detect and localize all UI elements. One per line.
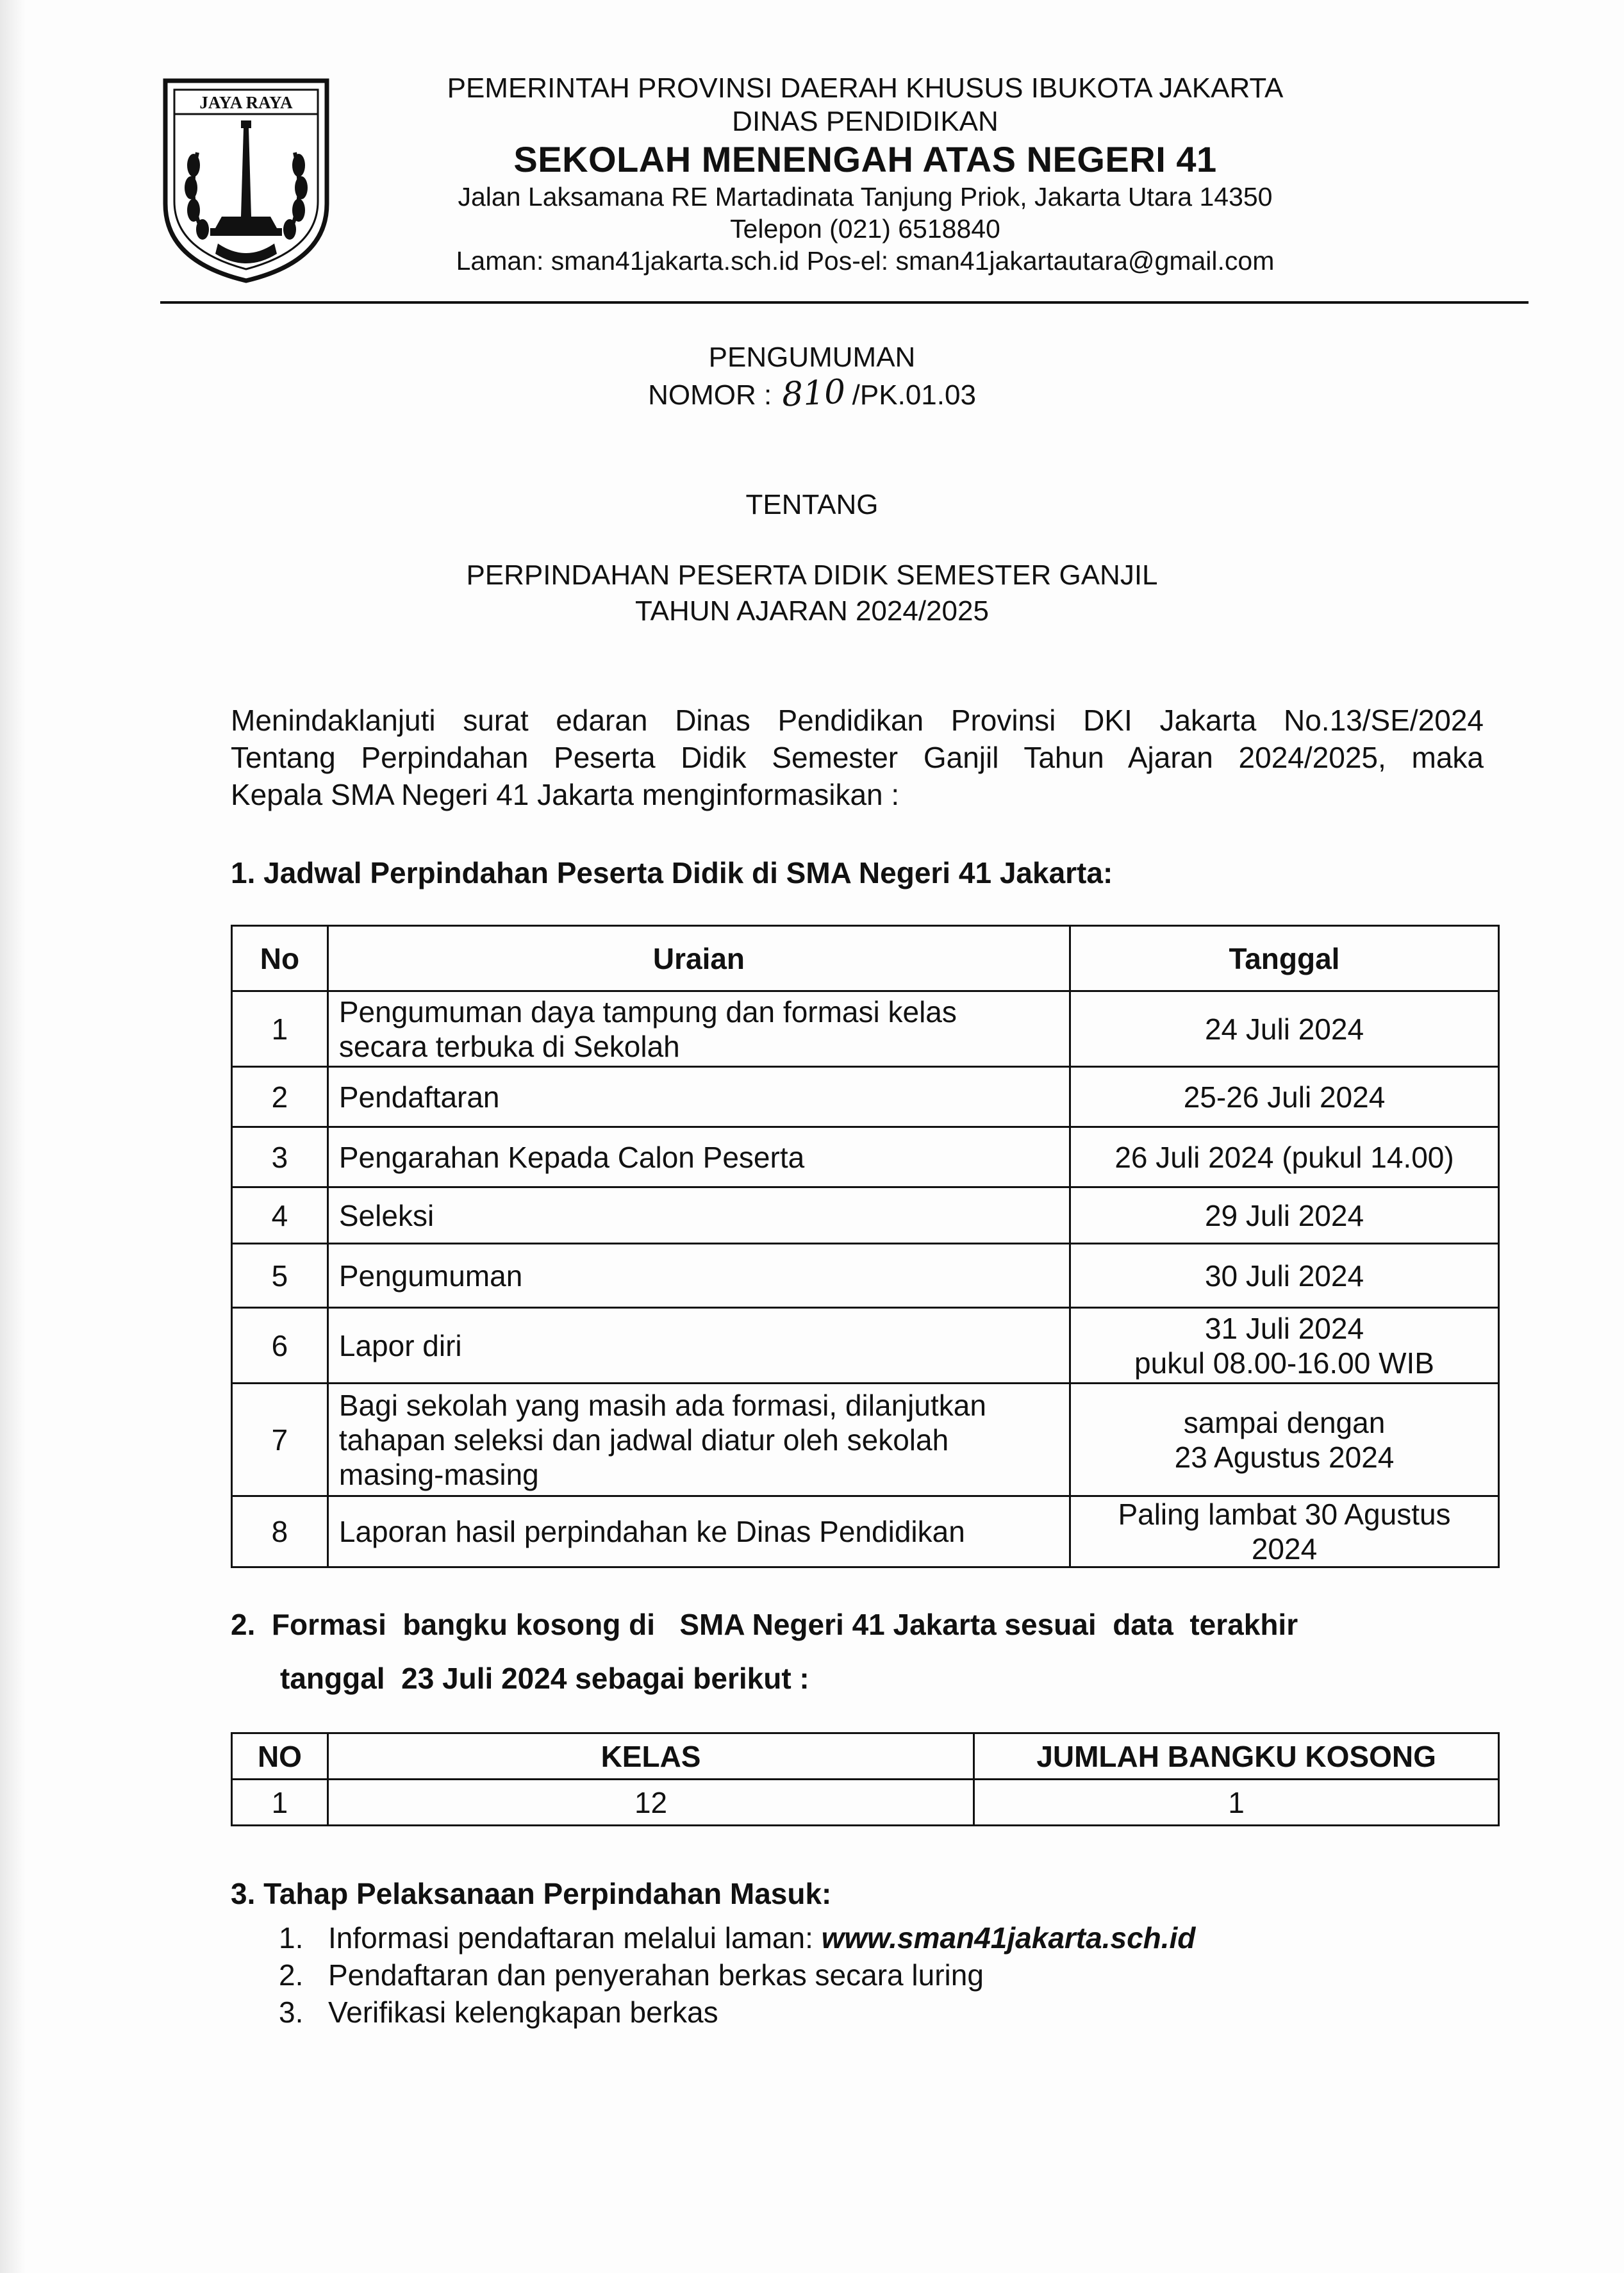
schedule-no: 3: [232, 1127, 328, 1187]
header-uraian: Uraian: [327, 926, 1070, 991]
header-no: No: [232, 926, 328, 991]
step-url: www.sman41jakarta.sch.id: [821, 1921, 1196, 1955]
section-2-heading-line-2: tanggal 23 Juli 2024 sebagai berikut :: [280, 1662, 809, 1695]
header-no: NO: [232, 1733, 328, 1780]
step-text: Informasi pendaftaran melalui laman:: [328, 1921, 822, 1955]
schedule-uraian-line: Pengumuman daya tampung dan formasi kelas: [338, 995, 957, 1029]
schedule-tanggal: [1070, 1496, 1499, 1567]
department-name: DINAS PENDIDIKAN: [732, 106, 998, 137]
intro-line-3: Kepala SMA Negeri 41 Jakarta menginformasikan :: [231, 778, 900, 811]
section-1-heading: 1. Jadwal Perpindahan Peserta Didik di SMA Negeri 41 Jakarta:: [231, 856, 1113, 889]
section-2-heading-line-1: 2. Formasi bangku kosong di SMA Negeri 41 Jakarta sesuai data terakhir: [231, 1608, 1298, 1641]
schedule-row: [232, 1127, 1499, 1187]
schedule-uraian-line: Bagi sekolah yang masih ada formasi, dilanjutkan: [338, 1388, 986, 1422]
handwritten-number: 810: [781, 372, 847, 415]
subject-line-1: PERPINDAHAN PESERTA DIDIK SEMESTER GANJIL: [466, 559, 1158, 591]
schedule-uraian: [327, 1384, 1070, 1496]
schedule-uraian: [327, 991, 1070, 1067]
schedule-uraian-line: secara terbuka di Sekolah: [338, 1029, 680, 1063]
announcement-subject: [0, 558, 1624, 629]
schedule-no: 5: [232, 1244, 328, 1308]
schedule-tanggal-line: 30 Juli 2024: [1204, 1259, 1364, 1293]
schedule-row: [232, 1308, 1499, 1384]
schedule-no: 1: [232, 991, 328, 1067]
step-item: [279, 1994, 1195, 2031]
schedule-table: [231, 925, 1500, 1568]
header-kelas: KELAS: [327, 1733, 974, 1780]
schedule-uraian: [327, 1187, 1070, 1244]
vacancy-table-body: [232, 1780, 1499, 1826]
schedule-uraian: [327, 1308, 1070, 1384]
intro-paragraph: [231, 702, 1484, 813]
schedule-no: 7: [232, 1384, 328, 1496]
announcement-label: PENGUMUMAN: [708, 342, 916, 373]
schedule-uraian-line: Laporan hasil perpindahan ke Dinas Pendidikan: [338, 1515, 965, 1548]
schedule-tanggal: [1070, 1067, 1499, 1127]
schedule-tanggal-line: sampai dengan: [1183, 1405, 1386, 1439]
letterhead: [359, 72, 1371, 277]
step-item: [279, 1919, 1195, 1956]
schedule-row: [232, 1244, 1499, 1308]
schedule-tanggal-line: 24 Juli 2024: [1204, 1012, 1364, 1046]
schedule-uraian-line: Pendaftaran: [338, 1080, 500, 1114]
schedule-tanggal: [1070, 1127, 1499, 1187]
schedule-tanggal-line: 25-26 Juli 2024: [1183, 1080, 1386, 1114]
schedule-row: [232, 991, 1499, 1067]
header-tanggal: Tanggal: [1070, 926, 1499, 991]
schedule-uraian: [327, 1067, 1070, 1127]
vacancy-header-row: [232, 1733, 1499, 1780]
schedule-uraian-line: tahapan seleksi dan jadwal diatur oleh sekolah: [338, 1423, 949, 1457]
government-name: PEMERINTAH PROVINSI DAERAH KHUSUS IBUKOTA JAKARTA: [447, 72, 1284, 104]
jaya-raya-logo: [160, 76, 332, 285]
schedule-uraian-line: Seleksi: [338, 1198, 435, 1232]
step-text: Verifikasi kelengkapan berkas: [328, 1996, 718, 2029]
announcement-title: [0, 340, 1624, 413]
schedule-no: 6: [232, 1308, 328, 1384]
step-number: 1.: [279, 1921, 304, 1955]
step-number: 3.: [279, 1996, 304, 2029]
schedule-uraian-line: masing-masing: [338, 1457, 539, 1491]
schedule-uraian-line: Pengarahan Kepada Calon Peserta: [338, 1140, 805, 1174]
school-web-email: Laman: sman41jakarta.sch.id Pos-el: sman41jakartautara@gmail.com: [456, 246, 1275, 276]
schedule-tanggal: [1070, 1384, 1499, 1496]
schedule-row: [232, 1496, 1499, 1567]
intro-line-1: Menindaklanjuti surat edaran Dinas Pendidikan Provinsi DKI Jakarta No.13/SE/2024: [231, 704, 1484, 737]
steps-list: [279, 1919, 1195, 2031]
schedule-tanggal-line: 29 Juli 2024: [1204, 1198, 1364, 1232]
schedule-row: [232, 1384, 1499, 1496]
schedule-tanggal-line: 2024: [1251, 1532, 1318, 1566]
schedule-uraian: [327, 1496, 1070, 1567]
schedule-tanggal-line: 26 Juli 2024 (pukul 14.00): [1114, 1140, 1454, 1174]
vacancy-no: 1: [232, 1780, 328, 1826]
schedule-tanggal-line: pukul 08.00-16.00 WIB: [1134, 1346, 1434, 1380]
schedule-tanggal-line: 31 Juli 2024: [1204, 1311, 1364, 1345]
section-2-heading: [231, 1605, 1448, 1698]
schedule-tanggal: [1070, 1244, 1499, 1308]
school-name: SEKOLAH MENENGAH ATAS NEGERI 41: [513, 139, 1217, 179]
schedule-table-body: [232, 991, 1499, 1567]
step-number: 2.: [279, 1958, 304, 1992]
announcement-number: [0, 372, 1624, 415]
vacancy-row: [232, 1780, 1499, 1826]
schedule-row: [232, 1067, 1499, 1127]
number-suffix: /PK.01.03: [852, 379, 976, 411]
schedule-no: 4: [232, 1187, 328, 1244]
schedule-tanggal: [1070, 1187, 1499, 1244]
letterhead-divider: [160, 301, 1529, 304]
vacancy-table: [231, 1732, 1500, 1826]
schedule-no: 2: [232, 1067, 328, 1127]
number-prefix: NOMOR :: [648, 379, 772, 411]
schedule-tanggal-line: Paling lambat 30 Agustus: [1118, 1498, 1451, 1531]
schedule-tanggal: [1070, 991, 1499, 1067]
schedule-uraian: [327, 1127, 1070, 1187]
schedule-header-row: [232, 926, 1499, 991]
svg-text:JAYA RAYA: JAYA RAYA: [199, 93, 293, 112]
step-text: Pendaftaran dan penyerahan berkas secara luring: [328, 1958, 984, 1992]
schedule-uraian-line: Pengumuman: [338, 1259, 523, 1293]
vacancy-kelas: 12: [327, 1780, 974, 1826]
vacancy-jumlah: 1: [974, 1780, 1499, 1826]
section-3-heading: 3. Tahap Pelaksanaan Perpindahan Masuk:: [231, 1877, 832, 1910]
schedule-uraian-line: Lapor diri: [338, 1328, 462, 1362]
schedule-no: 8: [232, 1496, 328, 1567]
intro-line-2: Tentang Perpindahan Peserta Didik Semester Ganjil Tahun Ajaran 2024/2025, maka: [231, 741, 1484, 774]
school-address: Jalan Laksamana RE Martadinata Tanjung Priok, Jakarta Utara 14350: [458, 182, 1273, 211]
header-jumlah: JUMLAH BANGKU KOSONG: [974, 1733, 1499, 1780]
schedule-tanggal-line: 23 Agustus 2024: [1174, 1440, 1395, 1474]
schedule-tanggal: [1070, 1308, 1499, 1384]
tentang-label: TENTANG: [745, 489, 879, 520]
schedule-row: [232, 1187, 1499, 1244]
schedule-uraian: [327, 1244, 1070, 1308]
step-item: [279, 1956, 1195, 1994]
subject-line-2: TAHUN AJARAN 2024/2025: [635, 595, 989, 627]
school-phone: Telepon (021) 6518840: [730, 214, 1000, 244]
